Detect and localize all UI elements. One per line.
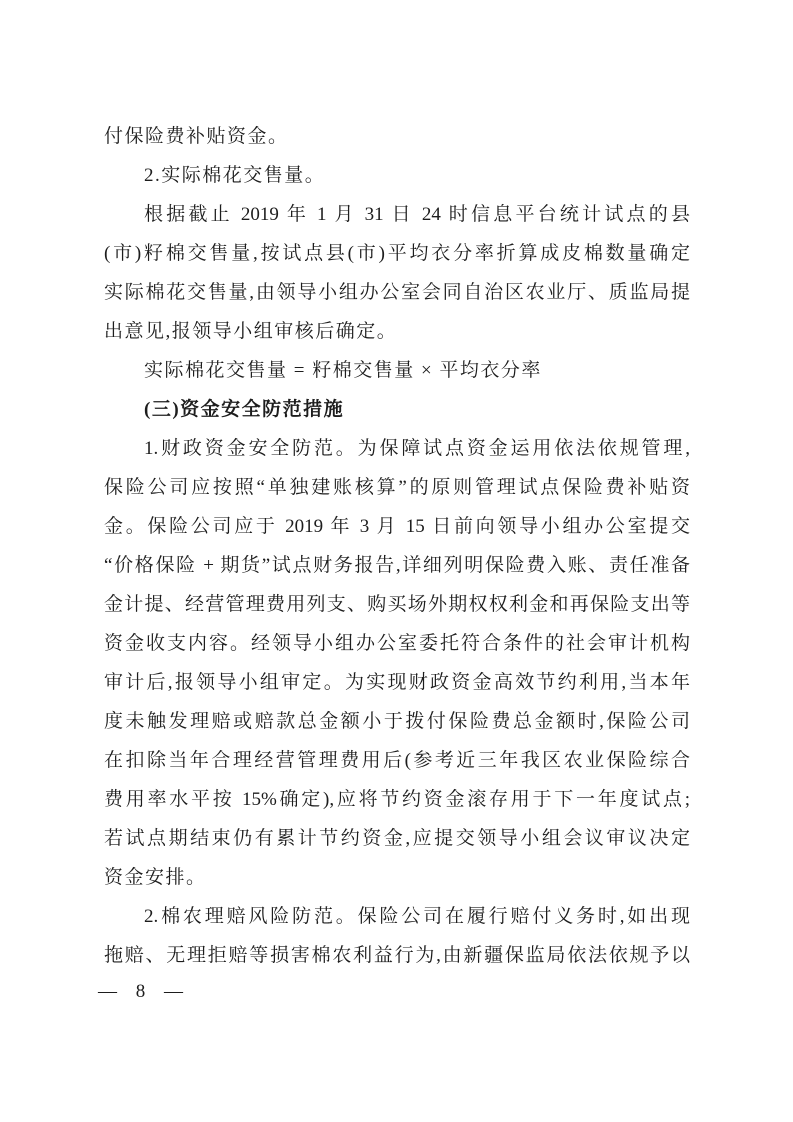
text-line: 在扣除当年合理经营管理费用后(参考近三年我区农业保险综合 (104, 750, 690, 771)
page-number: — 8 — (98, 981, 190, 1002)
text-line: 实际棉花交售量 = 籽棉交售量 × 平均衣分率 (144, 360, 542, 381)
text-line: 费用率水平按 15%确定),应将节约资金滚存用于下一年度试点; (104, 789, 690, 810)
text-line: 资金安排。 (104, 867, 207, 888)
text-line: 审计后,报领导小组审定。为实现财政资金高效节约利用,当本年 (104, 672, 690, 693)
text-line: 若试点期结束仍有累计节约资金,应提交领导小组会议审议决定 (104, 828, 690, 849)
text-line: 2.实际棉花交售量。 (144, 165, 326, 186)
text-line: 资金收支内容。经领导小组办公室委托符合条件的社会审计机构 (104, 633, 690, 654)
text-line: 拖赔、无理拒赔等损害棉农利益行为,由新疆保监局依法依规予以 (104, 945, 690, 966)
text-line: 根据截止 2019 年 1 月 31 日 24 时信息平台统计试点的县 (144, 204, 690, 225)
text-line: 度未触发理赔或赔款总金额小于拨付保险费总金额时,保险公司 (104, 711, 690, 732)
text-line: 付保险费补贴资金。 (104, 126, 289, 147)
section-heading: (三)资金安全防范措施 (144, 399, 345, 420)
text-line: 2.棉农理赔风险防范。保险公司在履行赔付义务时,如出现 (144, 906, 690, 927)
text-line: 金计提、经营管理费用列支、购买场外期权权利金和再保险支出等 (104, 594, 690, 615)
document-body (104, 117, 690, 975)
text-line: 金。保险公司应于 2019 年 3 月 15 日前向领导小组办公室提交 (104, 516, 690, 537)
text-line: (市)籽棉交售量,按试点县(市)平均衣分率折算成皮棉数量确定 (104, 243, 690, 264)
text-line: 保险公司应按照“单独建账核算”的原则管理试点保险费补贴资 (104, 477, 690, 498)
text-line: 出意见,报领导小组审核后确定。 (104, 321, 398, 342)
text-line: 1.财政资金安全防范。为保障试点资金运用依法依规管理, (144, 438, 690, 459)
text-line: 实际棉花交售量,由领导小组办公室会同自治区农业厅、质监局提 (104, 282, 690, 303)
text-line: “价格保险 + 期货”试点财务报告,详细列明保险费入账、责任准备 (104, 555, 690, 576)
